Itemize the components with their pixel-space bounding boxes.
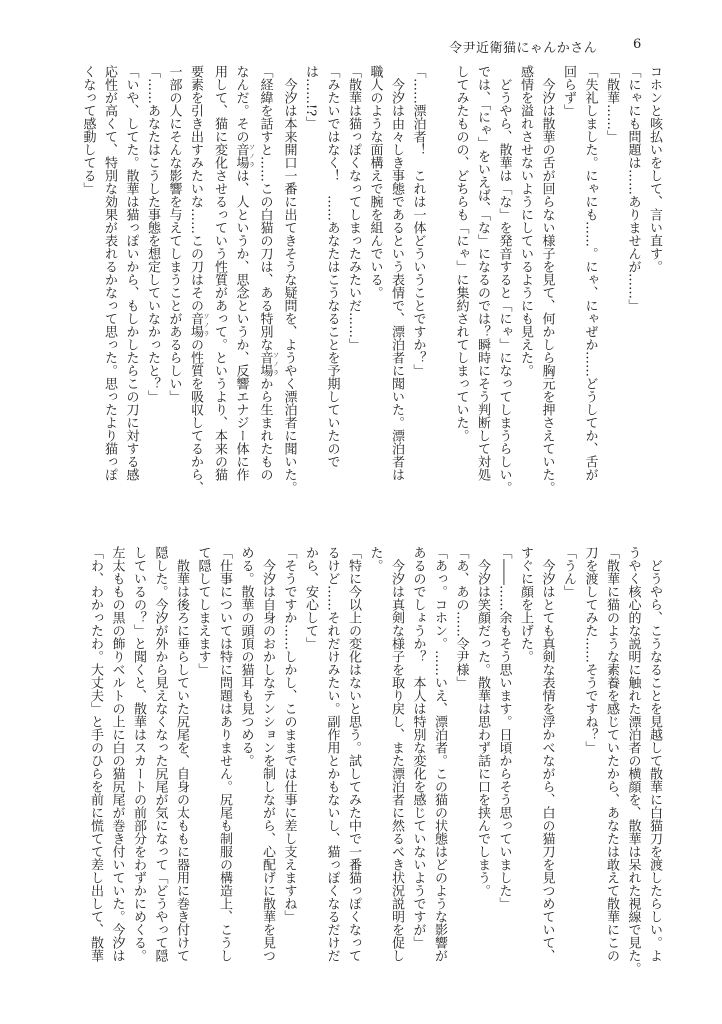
- text-line: 「……あなたはこうした事態を想定していなかったと？」: [145, 65, 160, 403]
- ruby-base: 音場: [257, 351, 273, 377]
- text-segment: 「経緯を話すと……この白猫の刀は、ある特別な: [257, 65, 273, 351]
- text-line: 「にゃにも問題は……ありませんが……」: [625, 65, 641, 312]
- text-line: コホンと咳払いをして、言い直す。: [647, 65, 662, 273]
- text-line: 今汐は自身のおかしなテンションを制しながら、心配げに散華を見つ: [260, 546, 275, 962]
- text-line: 「……漂泊者！ これは一体どういうことですか？」: [410, 65, 426, 377]
- text-line: [429, 65, 451, 500]
- text-line: [185, 65, 209, 500]
- text-line: どうやら、散華は「な」を発音すると「にゃ」になってしまうらしい。: [496, 65, 512, 494]
- text-line: 「あ、あの……令尹様」: [453, 546, 469, 689]
- text-line: 刀を渡してみた……そうですね？」: [582, 546, 598, 754]
- page-number: 6: [633, 37, 642, 52]
- text-line: [254, 65, 278, 500]
- text-line: では、「にゃ」をいえば、「な」になるのでは？瞬時にそう判断して対処: [475, 65, 490, 481]
- text-segment: の性質を吸収してるから、: [188, 338, 203, 494]
- text-segment: なんだ。その: [233, 65, 249, 143]
- ruby-reading: ソノラ: [271, 351, 279, 377]
- text-line: 「みたいではなく！ ……あなたはこうなることを予期していたので: [324, 65, 340, 468]
- text-line: 用して、猫に変化させるっていう性質があって。というより、本来の猫: [212, 65, 227, 481]
- text-line: て隠してしまえます」: [195, 546, 211, 676]
- text-line: 「散華に猫のような素養を感じていたから、あなたは敢えて散華にこの: [604, 546, 619, 962]
- text-line: [230, 65, 254, 500]
- text-line: 回らず」: [561, 65, 576, 117]
- text-line: 左太ももの黒の飾りベルトの上に白の猫尻尾が巻き付いていた。今汐は: [109, 546, 125, 962]
- text-line: 散華は後ろに垂らしていた尻尾を、自身の太ももに器用に巻き付けて: [174, 546, 189, 962]
- text-line: 一部の人にそんな影響を与えてしまうことがあるらしい」: [166, 65, 182, 403]
- running-header-title: 令尹近衛猫にゃんかさん: [449, 41, 598, 56]
- text-line: しているの？」と聞くと、散華はスカートの前部分をわずかにめくる。: [131, 546, 146, 962]
- text-line: 今汐は散華の舌が回らない様子を見て、何かしら胸元を押さえていた。: [539, 65, 555, 494]
- text-line: 「うん」: [561, 546, 576, 598]
- text-line: 「散華……」: [604, 65, 619, 143]
- text-line: 隠した。今汐が外から見えなくなった尻尾が気になって「どうやって隠: [152, 546, 168, 962]
- text-line: は……!?」: [303, 65, 318, 130]
- text-line: 今汐は笑顔だった。散華は思わず話に口を挟んでしまう。: [475, 546, 490, 897]
- text-line: あるのでしょうか？ 本人は特別な変化を感じていないようですが」: [410, 546, 426, 949]
- text-line: 応性が高くて、特別な効果が表れるかなって思った。思ったより猫っぽ: [102, 65, 117, 481]
- ruby-word: [233, 143, 255, 169]
- text-line: 「失礼しました。にゃにも……。にゃ、にゃぜか……どうしてか、舌が: [582, 65, 598, 481]
- text-line: 今汐は本来開口一番に出てきそうな疑問を、ようやく漂泊者に聞いた。: [281, 65, 297, 494]
- text-line: 職人のような面構えで腕を組んでいる。: [367, 65, 383, 299]
- ruby-word: [257, 351, 279, 377]
- text-line: 今汐は真剣な様子を取り戻し、また漂泊者に然るべき状況説明を促し: [389, 546, 404, 962]
- text-line: くなって感動してる」: [80, 65, 96, 195]
- text-segment: 要素を引き出すみたいな……この刀はその: [188, 65, 203, 312]
- ruby-base: 音場: [233, 143, 249, 169]
- text-line: 今汐は由々しき事態であるという表情で、漂泊者に聞いた。漂泊者は: [389, 65, 404, 481]
- text-line: 今汐はとても真剣な表情を浮かべながら、白の猫刀を見つめていて、: [539, 546, 555, 962]
- text-line: 「いや、してた。散華は猫っぽいから、もしかしたらこの刀に対する感: [123, 65, 139, 481]
- ruby-reading: ソノラ: [202, 312, 209, 338]
- text-line: から、安心して」: [303, 546, 318, 650]
- text-segment: から生まれたもの: [257, 377, 273, 481]
- text-block-bottom: [84, 546, 665, 986]
- text-line: うやく核心的な説明に触れた漂泊者の横顔を、散華は呆れた視線で見た。: [625, 546, 641, 975]
- text-line: 「散華は猫っぽくなってしまったみたいだ……」: [346, 65, 361, 351]
- text-line: 「特に今以上の変化はないと思う。試してみた中で一番猫っぽくなって: [346, 546, 361, 962]
- text-line: める。散華の頭頂の猫耳も見つめる。: [238, 546, 254, 767]
- ruby-word: [188, 312, 209, 338]
- text-block-top: [80, 65, 665, 500]
- text-line: た。: [367, 546, 383, 572]
- text-line: 「仕事については特に問題はありません。尻尾も制服の構造上、こうし: [217, 546, 232, 962]
- text-line: るけど……それだけみたい。副作用とかもないし、猫っぽくなるだけだ: [324, 546, 340, 962]
- text-line: 「わ、わかったわ。大丈夫」と手のひらを前に慌てて差し出して、散華: [88, 546, 103, 962]
- text-line: すぐに顔を上げた。: [518, 546, 533, 663]
- ruby-base: 音場: [188, 312, 203, 338]
- text-line: してみたものの、どちらも「にゃ」に集約されてしまっていた。: [453, 65, 469, 442]
- text-segment: は、人というか、思念というか、反響エナジー体に作: [233, 169, 249, 481]
- text-line: 感情を溢れさせないようにしているようにも見えた。: [518, 65, 533, 377]
- text-line: 「――……余もそう思います。日頃からそう思っていました」: [496, 546, 512, 910]
- text-line: 「そうですか……しかし、このままでは仕事に差し支えますね」: [281, 546, 297, 923]
- text-line: 「あっ。コホン。……いえ、漂泊者。この猫の状態はどのような影響が: [432, 546, 447, 962]
- text-line: どうやら、こうなることを見越して散華に白猫刀を渡したらしい。よ: [647, 546, 662, 962]
- ruby-reading: ソノラ: [247, 143, 255, 169]
